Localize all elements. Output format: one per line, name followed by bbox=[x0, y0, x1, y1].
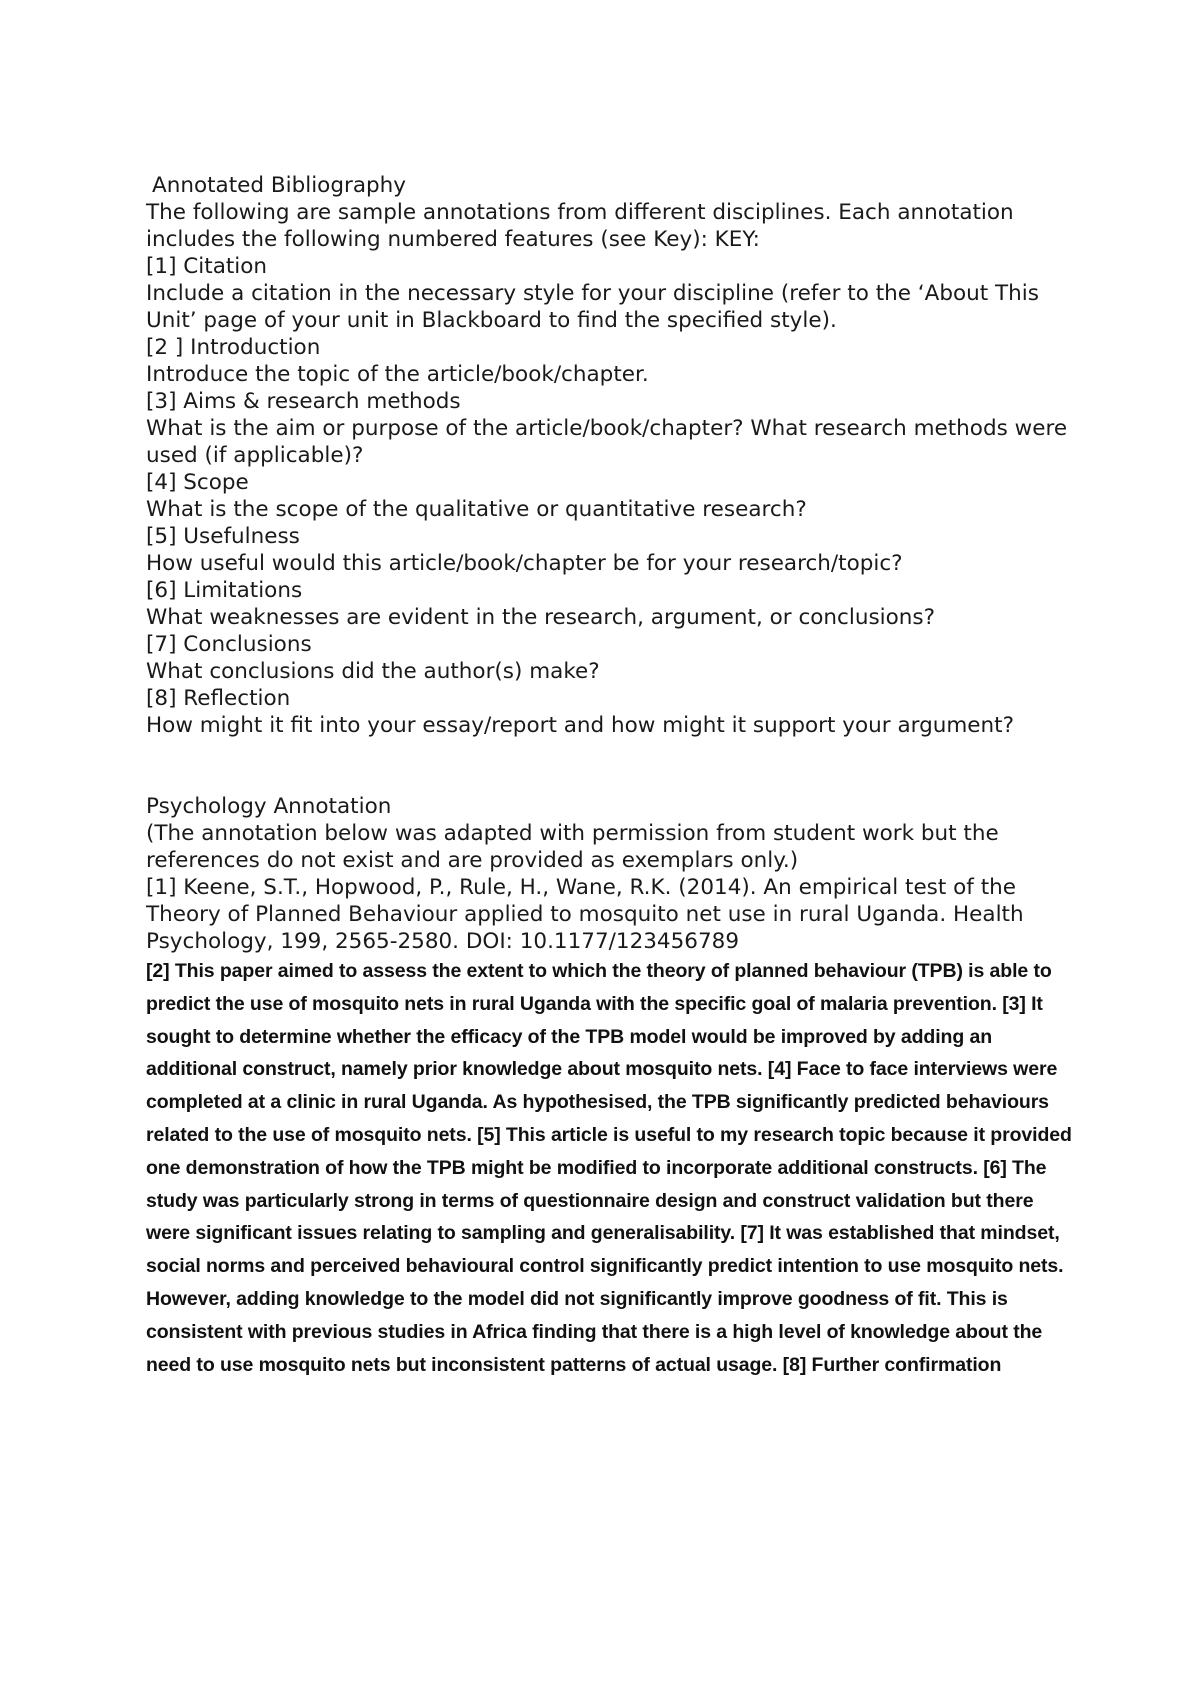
key-item-description: What is the aim or purpose of the article/book/chapter? What research methods were used (if applicable)? bbox=[146, 416, 1068, 468]
section-spacer bbox=[146, 739, 1086, 793]
key-item-description: What conclusions did the author(s) make? bbox=[146, 659, 600, 684]
key-item-label: [4] Scope bbox=[146, 470, 249, 495]
key-item-description: What weaknesses are evident in the research, argument, or conclusions? bbox=[146, 605, 936, 630]
document-title: Annotated Bibliography bbox=[152, 173, 406, 198]
key-item-description: How might it fit into your essay/report and how might it support your argument? bbox=[146, 713, 1014, 738]
key-item-label: [6] Limitations bbox=[146, 578, 303, 603]
key-item-description: Include a citation in the necessary style for your discipline (refer to the ‘About This Unit’ page of your unit in Blackboard to find the specified style). bbox=[146, 281, 1039, 333]
psychology-annotation: [2] This paper aimed to assess the extent to which the theory of planned behaviour (TPB) is able to predict the use of mosquito nets in rural Uganda with the specific goal of malaria prevention. [3] It sought to determine whether the efficacy of the TPB model would be improved by adding an additional construct, namely prior knowledge about mosquito nets. [4] Face to face interviews were completed at a clinic in rural Uganda. As hypothesised, the TPB significantly predicted behaviours related to the use of mosquito nets. [5] This article is useful to my research topic because it provided one demonstration of how the TPB might be modified to incorporate additional constructs. [6] The study was particularly strong in terms of questionnaire design and construct validation but there were significant issues relating to sampling and generalisability. [7] It was established that mindset, social norms and perceived behavioural control significantly predict intention to use mosquito nets. However, adding knowledge to the model did not significantly improve goodness of fit. This is consistent with previous studies in Africa finding that there is a high level of knowledge about the need to use mosquito nets but inconsistent patterns of actual usage. [8] Further confirmation bbox=[146, 960, 1072, 1376]
key-item-label: [1] Citation bbox=[146, 254, 268, 279]
key-item-label: [5] Usefulness bbox=[146, 524, 300, 549]
key-item-description: Introduce the topic of the article/book/chapter. bbox=[146, 362, 649, 387]
key-item-label: [8] Reflection bbox=[146, 686, 291, 711]
key-item-label: [3] Aims & research methods bbox=[146, 389, 461, 414]
document-body bbox=[146, 172, 1086, 1381]
key-item-description: How useful would this article/book/chapter be for your research/topic? bbox=[146, 551, 903, 576]
psychology-heading: Psychology Annotation bbox=[146, 794, 392, 819]
psychology-citation: [1] Keene, S.T., Hopwood, P., Rule, H., Wane, R.K. (2014). An empirical test of the Theory of Planned Behaviour applied to mosquito net use in rural Uganda. Health Psychology, 199, 2565-2580. DOI: 10.1177/123456789 bbox=[146, 875, 1024, 954]
key-item-description: What is the scope of the qualitative or quantitative research? bbox=[146, 497, 807, 522]
key-item-label: [7] Conclusions bbox=[146, 632, 312, 657]
psychology-note: (The annotation below was adapted with permission from student work but the references do not exist and are provided as exemplars only.) bbox=[146, 821, 999, 873]
key-item-label: [2 ] Introduction bbox=[146, 335, 321, 360]
document-intro: The following are sample annotations from different disciplines. Each annotation includes the following numbered features (see Key): KEY: bbox=[146, 200, 1014, 252]
